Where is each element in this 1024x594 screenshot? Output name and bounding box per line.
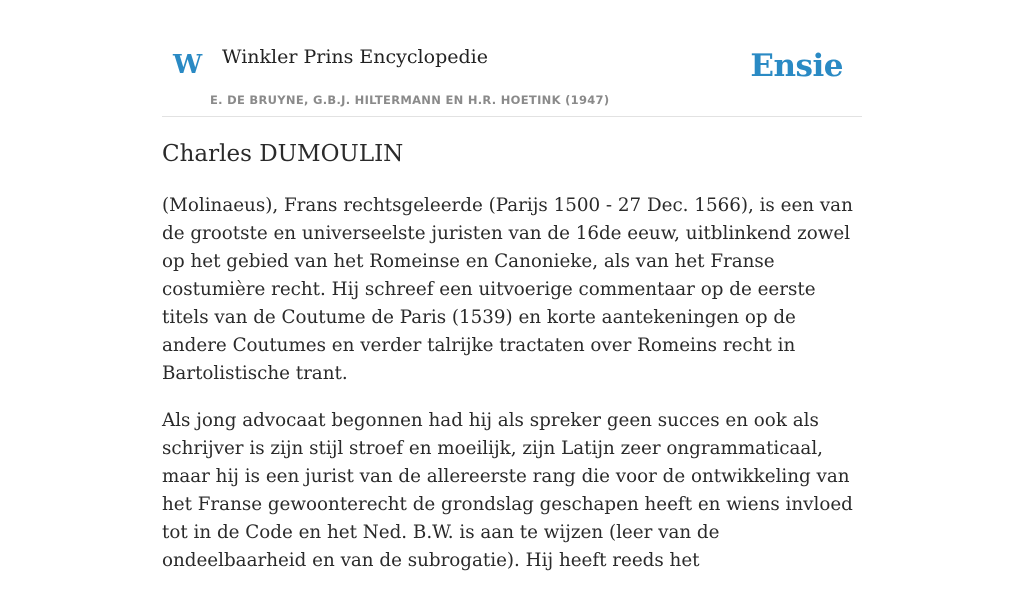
source-authors: E. DE BRUYNE, G.B.J. HILTERMANN EN H.R. HOETINK (1947) <box>210 93 610 107</box>
winkler-prins-logo[interactable]: W <box>173 50 203 80</box>
article-paragraph: (Molinaeus), Frans rechtsgeleerde (Parijs 1500 - 27 Dec. 1566), is een van de grootste en universeelste juristen van de 16de eeuw, uitblinkend zowel op het gebied van het Romeinse en Canonieke, als van het Franse costumière recht. Hij schreef een uitvoerige commentaar op de eerste titels van de Coutume de Paris (1539) en korte aantekeningen op de andere Coutumes en verder talrijke tractaten over Romeins recht in Bartolistische trant. <box>162 195 853 384</box>
article-title: Charles DUMOULIN <box>162 141 404 167</box>
article-body <box>162 192 862 594</box>
article-paragraph: Als jong advocaat begonnen had hij als spreker geen succes en ook als schrijver is zijn stijl stroef en moeilijk, zijn Latijn zeer ongrammaticaal, maar hij is een jurist van de allereerste rang die voor de ontwikkeling van het Franse gewoonterecht de grondslag geschapen heeft en wiens invloed tot in de Code en het Ned. B.W. is aan te wijzen (leer van de ondeelbaarheid en van de subrogatie). Hij heeft reeds het <box>162 410 853 571</box>
source-title[interactable]: Winkler Prins Encyclopedie <box>222 46 488 68</box>
ensie-brand-logo[interactable]: Ensie <box>750 48 843 84</box>
source-header <box>162 0 862 117</box>
